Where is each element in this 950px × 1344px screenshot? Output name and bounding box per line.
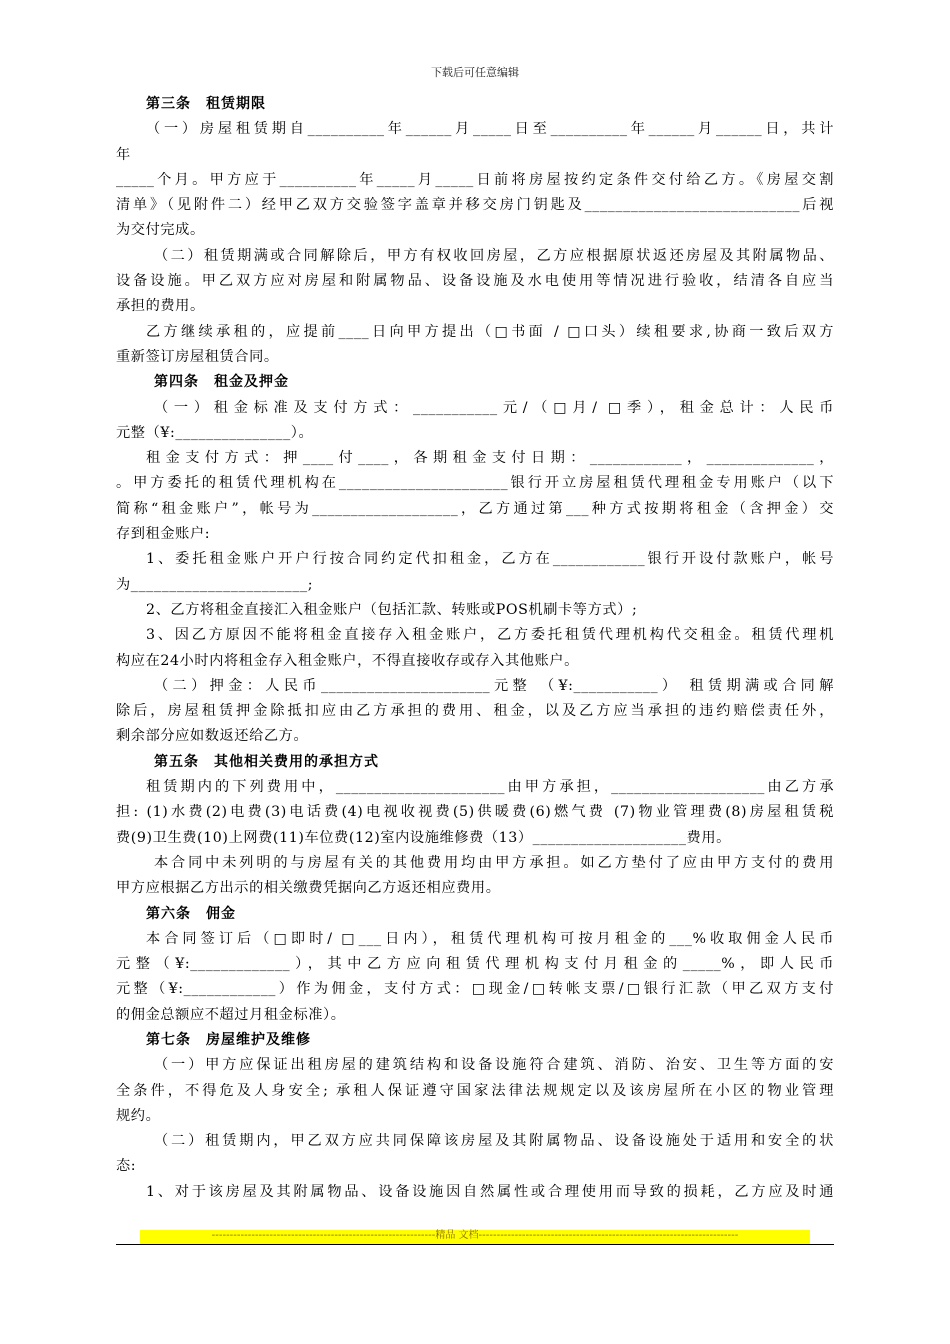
document-line: 元整（¥:____________）作为佣金，支付方式：□现金/□转帐支票/□银行汇款（甲乙双方支付 — [116, 981, 834, 998]
document-line: 清单》（见附件二）经甲乙双方交验签字盖章并移交房门钥匙及____________________________后视 — [116, 197, 834, 214]
document-line: （一）甲方应保证出租房屋的建筑结构和设备设施符合建筑、消防、治安、卫生等方面的安 — [154, 1057, 834, 1074]
document-line: 第六条 佣金 — [146, 905, 236, 922]
document-line: 第四条 租金及押金 — [154, 374, 289, 391]
document-line: 为交付完成。 — [116, 222, 205, 239]
document-line: 。甲方委托的租赁代理机构在______________________银行开立房屋租赁代理租金专用账户（以下 — [116, 475, 834, 492]
document-line: 简称“租金账户”，帐号为___________________，乙方通过第___种方式按期将租金（含押金）交 — [116, 500, 834, 517]
document-line: 2、乙方将租金直接汇入租金账户（包括汇款、转账或POS机刷卡等方式）; — [146, 601, 638, 618]
document-line: （二）租赁期内，甲乙双方应共同保障该房屋及其附属物品、设备设施处于适用和安全的状 — [154, 1133, 834, 1150]
document-line: 重新签订房屋租赁合同。 — [116, 348, 279, 365]
document-line: 第七条 房屋维护及维修 — [146, 1031, 311, 1048]
document-body — [116, 92, 834, 1205]
document-line: _____个月。甲方应于__________年_____月_____日前将房屋按约定条件交付给乙方。《房屋交割 — [116, 171, 834, 188]
document-line: 剩余部分应如数返还给乙方。 — [116, 728, 309, 745]
document-line: 承担的费用。 — [116, 298, 205, 315]
document-line: 存到租金账户: — [116, 526, 211, 543]
document-line: 态: — [116, 1158, 137, 1175]
page-header: 下载后可任意编辑 — [431, 66, 519, 79]
document-line: 本合同签订后（□即时/ □___日内），租赁代理机构可按月租金的___%收取佣金人民币 — [146, 930, 834, 947]
document-line: 本合同中未列明的与房屋有关的其他费用均由甲方承担。如乙方垫付了应由甲方支付的费用 — [154, 854, 834, 871]
document-line: 元整（¥:_____________），其中乙方应向租赁代理机构支付月租金的_____%，即人民币 — [116, 956, 834, 973]
document-line: 为_______________________; — [116, 576, 314, 593]
document-line: 甲方应根据乙方出示的相关缴费凭据向乙方返还相应费用。 — [116, 880, 501, 897]
document-line: （二）押金：人民币______________________元整 （¥:___________） 租赁期满或合同解 — [154, 677, 834, 694]
document-line: 1、委托租金账户开户行按合同约定代扣租金，乙方在____________银行开设付款账户，帐号 — [146, 551, 834, 568]
footer-text: --------------------------------------------------------------精品 文档------------------------------------------------------------------------ — [211, 1230, 739, 1241]
document-line: 乙方继续承租的，应提前____日向甲方提出（□书面 / □口头）续租要求,协商一致后双方 — [146, 323, 834, 340]
document-line: （一）租金标准及支付方式：___________元/（□月/ □季），租金总计：人民币 — [154, 399, 834, 416]
document-line: 年 — [116, 146, 131, 163]
document-line: 担: (1)水费(2)电费(3)电话费(4)电视收视费(5)供暖费(6)燃气费 (7)物业管理费(8)房屋租赁税 — [116, 804, 834, 821]
document-line: 租金支付方式：押____付____，各期租金支付日期：____________，______________， — [146, 450, 834, 467]
document-line: 全条件，不得危及人身安全; 承租人保证遵守国家法律法规规定以及该房屋所在小区的物业管理 — [116, 1082, 834, 1099]
document-line: 规约。 — [116, 1107, 161, 1124]
document-line: 设备设施。甲乙双方应对房屋和附属物品、设备设施及水电使用等情况进行验收，结清各自应当 — [116, 273, 834, 290]
document-line: 第五条 其他相关费用的承担方式 — [154, 753, 379, 770]
footer-rule — [116, 1244, 834, 1245]
document-line: 费(9)卫生费(10)上网费(11)车位费(12)室内设施维修费（13）____________________费用。 — [116, 829, 731, 846]
document-line: 构应在24小时内将租金存入租金账户，不得直接收存或存入其他账户。 — [116, 652, 579, 669]
document-line: 第三条 租赁期限 — [146, 96, 266, 112]
document-line: 租赁期内的下列费用中，______________________由甲方承担，____________________由乙方承 — [146, 779, 834, 796]
document-line: 的佣金总额应不超过月租金标准）。 — [116, 1006, 346, 1023]
document-line: 3、因乙方原因不能将租金直接存入租金账户，乙方委托租赁代理机构代交租金。租赁代理机 — [146, 627, 834, 644]
document-line: （二）租赁期满或合同解除后，甲方有权收回房屋，乙方应根据原状返还房屋及其附属物品、 — [154, 247, 834, 264]
document-line: 元整（¥:_______________）。 — [116, 424, 314, 441]
document-line: 除后，房屋租赁押金除抵扣应由乙方承担的费用、租金，以及乙方应当承担的违约赔偿责任外， — [116, 703, 834, 720]
document-line: 1、对于该房屋及其附属物品、设备设施因自然属性或合理使用而导致的损耗，乙方应及时通 — [146, 1183, 834, 1200]
document-line: （一）房屋租赁期自__________年______月_____日至__________年______月______日，共计 — [146, 121, 834, 138]
